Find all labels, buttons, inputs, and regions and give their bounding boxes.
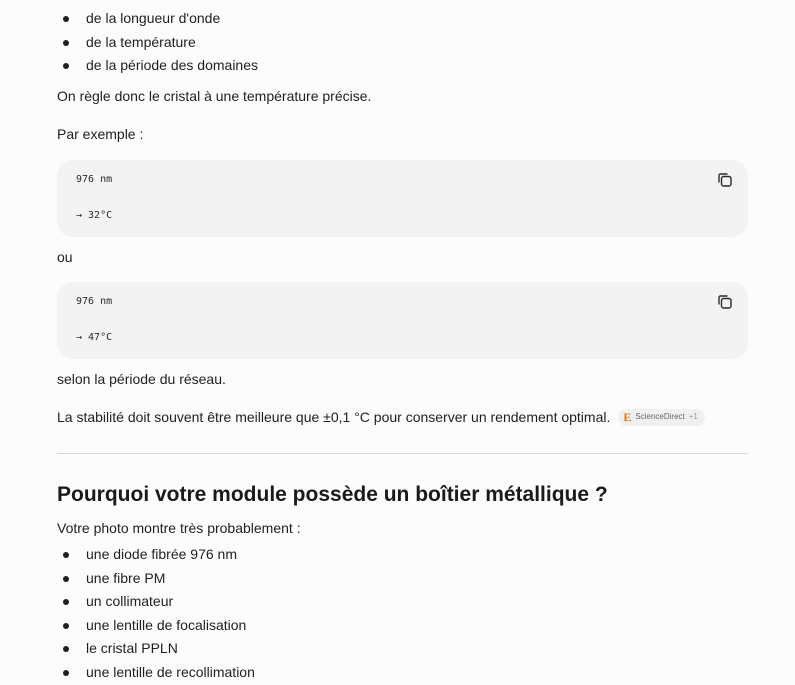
citation-badge[interactable] xyxy=(618,409,705,426)
code-line: → 47°C xyxy=(76,332,113,343)
list-item: une lentille de focalisation xyxy=(57,614,255,638)
list-item: de la température xyxy=(57,31,258,55)
code-block-1 xyxy=(57,160,748,237)
list-item: de la période des domaines xyxy=(57,54,258,78)
section-divider xyxy=(57,453,748,454)
citation-source: ScienceDirect xyxy=(635,412,685,421)
dependency-list xyxy=(57,7,258,78)
copy-icon[interactable] xyxy=(716,171,734,189)
code-line: 976 nm xyxy=(76,174,113,185)
code-line: → 32°C xyxy=(76,210,113,221)
paragraph-selon: selon la période du réseau. xyxy=(57,371,226,387)
paragraph-stabilite xyxy=(57,407,705,427)
code-block-2 xyxy=(57,282,748,359)
list-item: de la longueur d'onde xyxy=(57,7,258,31)
list-item: une fibre PM xyxy=(57,567,255,591)
citation-count: +1 xyxy=(688,412,698,421)
list-item: un collimateur xyxy=(57,590,255,614)
paragraph-photo: Votre photo montre très probablement : xyxy=(57,520,301,536)
list-item: une lentille de recollimation xyxy=(57,661,255,685)
paragraph-exemple: Par exemple : xyxy=(57,126,144,142)
section-heading: Pourquoi votre module possède un boîtier métallique ? xyxy=(57,483,608,506)
list-item: le cristal PPLN xyxy=(57,637,255,661)
component-list xyxy=(57,543,255,684)
paragraph-regle: On règle donc le cristal à une température précise. xyxy=(57,88,372,104)
code-line: 976 nm xyxy=(76,296,113,307)
paragraph-stabilite-text: La stabilité doit souvent être meilleure que ±0,1 °C pour conserver un rendement optimal. xyxy=(57,409,611,425)
paragraph-ou: ou xyxy=(57,249,73,265)
copy-icon[interactable] xyxy=(716,293,734,311)
list-item: une diode fibrée 976 nm xyxy=(57,543,255,567)
elsevier-logo-icon: E xyxy=(623,410,632,424)
